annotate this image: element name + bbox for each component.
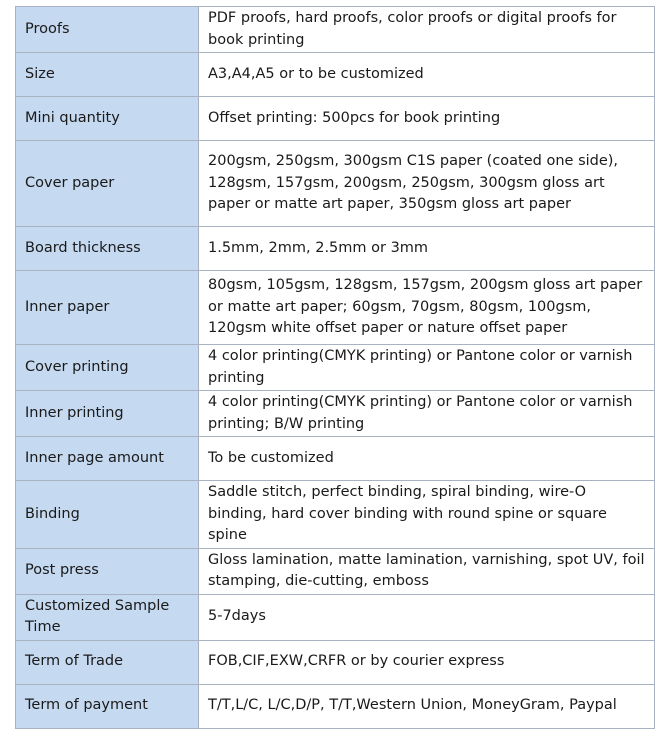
row-label: Customized Sample Time xyxy=(16,594,199,640)
row-value: 1.5mm, 2mm, 2.5mm or 3mm xyxy=(199,227,655,271)
table-row xyxy=(16,481,655,549)
row-value: 5-7days xyxy=(199,594,655,640)
table-row xyxy=(16,227,655,271)
row-label: Inner page amount xyxy=(16,437,199,481)
table-row xyxy=(16,391,655,437)
row-label: Term of Trade xyxy=(16,640,199,684)
table-row xyxy=(16,53,655,97)
row-value: A3,A4,A5 or to be customized xyxy=(199,53,655,97)
row-label: Size xyxy=(16,53,199,97)
table-row xyxy=(16,271,655,345)
table-row xyxy=(16,437,655,481)
row-value: 80gsm, 105gsm, 128gsm, 157gsm, 200gsm gloss art paper or matte art paper; 60gsm, 70gsm, 80gsm, 100gsm, 120gsm white offset paper or nature offset paper xyxy=(199,271,655,345)
row-value: PDF proofs, hard proofs, color proofs or digital proofs for book printing xyxy=(199,7,655,53)
specification-table xyxy=(15,6,655,729)
row-value: 4 color printing(CMYK printing) or Pantone color or varnish printing xyxy=(199,345,655,391)
row-value: 200gsm, 250gsm, 300gsm C1S paper (coated one side), 128gsm, 157gsm, 200gsm, 250gsm, 300gsm gloss art paper or matte art paper, 350gsm gloss art paper xyxy=(199,141,655,227)
table-row xyxy=(16,141,655,227)
row-label: Cover printing xyxy=(16,345,199,391)
row-label: Inner printing xyxy=(16,391,199,437)
table-row xyxy=(16,7,655,53)
table-row xyxy=(16,97,655,141)
row-value: T/T,L/C, L/C,D/P, T/T,Western Union, MoneyGram, Paypal xyxy=(199,684,655,728)
table-row xyxy=(16,548,655,594)
table-row xyxy=(16,594,655,640)
row-value: 4 color printing(CMYK printing) or Pantone color or varnish printing; B/W printing xyxy=(199,391,655,437)
table-row xyxy=(16,345,655,391)
row-label: Post press xyxy=(16,548,199,594)
row-value: Gloss lamination, matte lamination, varnishing, spot UV, foil stamping, die-cutting, emboss xyxy=(199,548,655,594)
row-value: Saddle stitch, perfect binding, spiral binding, wire-O binding, hard cover binding with round spine or square spine xyxy=(199,481,655,549)
table-row xyxy=(16,640,655,684)
row-label: Board thickness xyxy=(16,227,199,271)
row-label: Mini quantity xyxy=(16,97,199,141)
row-value: Offset printing: 500pcs for book printing xyxy=(199,97,655,141)
row-value: To be customized xyxy=(199,437,655,481)
row-label: Binding xyxy=(16,481,199,549)
row-value: FOB,CIF,EXW,CRFR or by courier express xyxy=(199,640,655,684)
row-label: Inner paper xyxy=(16,271,199,345)
row-label: Term of payment xyxy=(16,684,199,728)
row-label: Cover paper xyxy=(16,141,199,227)
row-label: Proofs xyxy=(16,7,199,53)
table-row xyxy=(16,684,655,728)
